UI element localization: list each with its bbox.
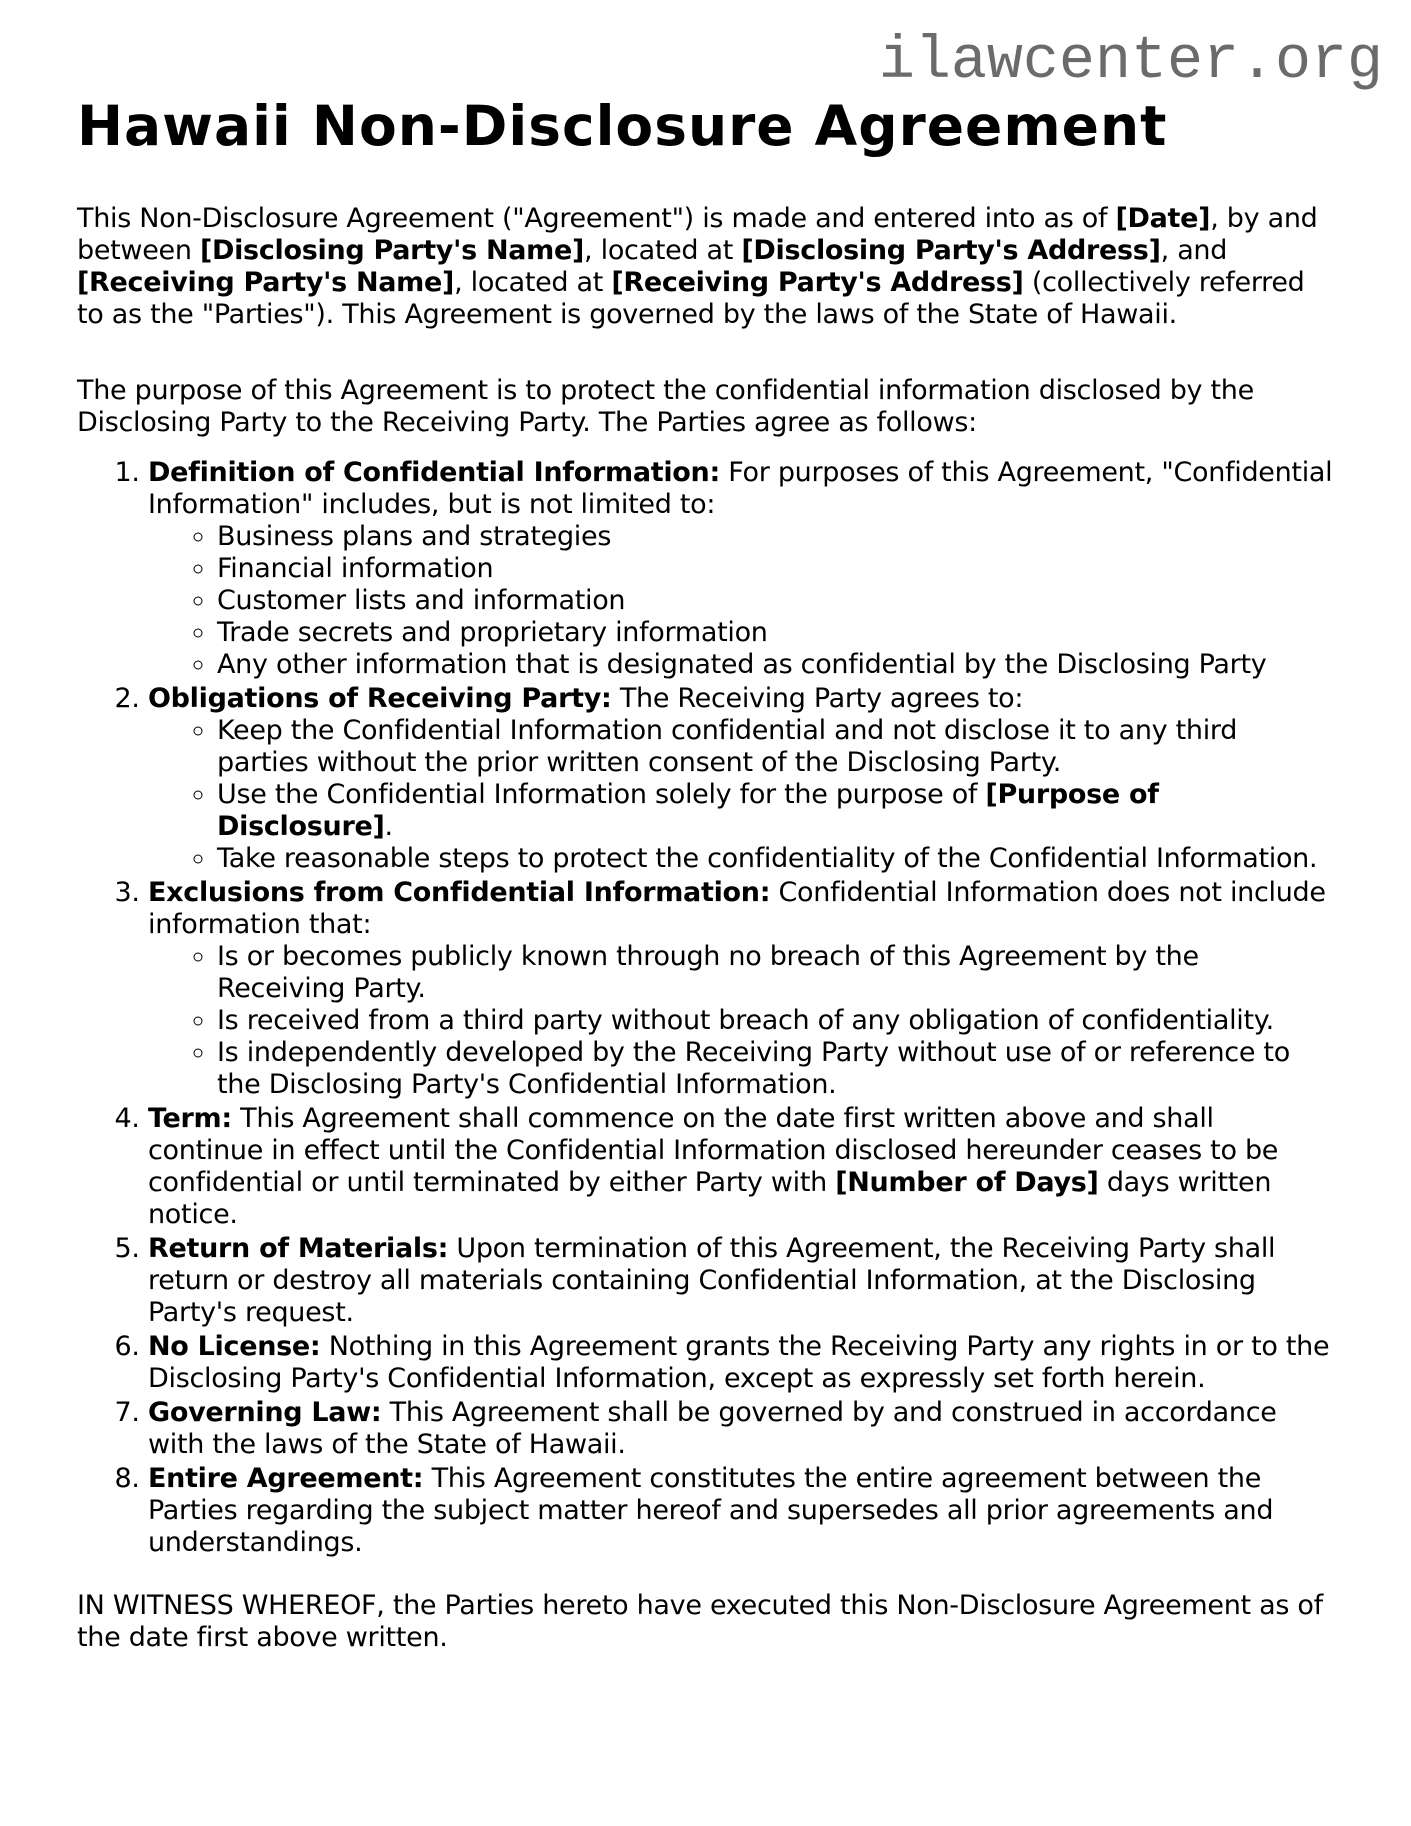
purpose-paragraph: The purpose of this Agreement is to protect the confidential information disclosed by the Disclosing Party to the Receiving Party. The Parties agree as follows:	[77, 375, 1254, 438]
sub-bullet-item: ◦ Financial information	[217, 553, 1335, 585]
clause-item: 6. No License: Nothing in this Agreement grants the Receiving Party any rights in or to the Disclosing Party's Confidential Information, except as expressly set forth herein.	[148, 1331, 1335, 1395]
clause-item: 1. Definition of Confidential Information: For purposes of this Agreement, "Confidential Information" includes, but is not limited to: ◦ Business plans and strategies ◦ Financial information ◦ Customer lists and information ◦ Trade secrets and proprietary information ◦ Any other information that is designated as confidential by the Disclosing Party	[148, 457, 1335, 681]
placeholder-token: [Receiving Party's Address]	[611, 267, 1024, 298]
clause-heading: Return of Materials:	[148, 1233, 449, 1264]
clause-item: 2. Obligations of Receiving Party: The Receiving Party agrees to: ◦ Keep the Confidential Information confidential and not disclose it to any third parties without the prior written consent of the Disclosing Party. ◦ Use the Confidential Information solely for the purpose of [Purpose of Disclosure]. ◦ Take reasonable steps to protect the confidentiality of the Confidential Information.	[148, 683, 1335, 875]
clause-heading: Exclusions from Confidential Information:	[148, 877, 771, 908]
clause-item: 3. Exclusions from Confidential Information: Confidential Information does not include information that: ◦ Is or becomes publicly known through no breach of this Agreement by the Receiving Party. ◦ Is received from a third party without breach of any obligation of confidentiality. ◦ Is independently developed by the Receiving Party without use of or reference to the Disclosing Party's Confidential Information.	[148, 877, 1335, 1101]
clause-sub-list	[148, 715, 1335, 875]
sub-bullet-item: ◦ Use the Confidential Information solely for the purpose of [Purpose of Disclosure].	[217, 779, 1335, 843]
page-title: Hawaii Non-Disclosure Agreement	[77, 94, 1168, 158]
placeholder-token: [Disclosing Party's Address]	[741, 235, 1161, 266]
clause-list	[77, 457, 1335, 1559]
clause-heading: Term:	[148, 1103, 232, 1134]
site-watermark: ilawcenter.org	[878, 28, 1383, 96]
placeholder-token: [Purpose of Disclosure]	[217, 779, 1159, 842]
clause-heading: Definition of Confidential Information:	[148, 457, 720, 488]
witness-paragraph: IN WITNESS WHEREOF, the Parties hereto have executed this Non-Disclosure Agreement as of the date first above written.	[77, 1590, 1323, 1653]
clause-item: 8. Entire Agreement: This Agreement constitutes the entire agreement between the Parties regarding the subject matter hereof and supersedes all prior agreements and understandings.	[148, 1463, 1335, 1559]
clause-heading: Entire Agreement:	[148, 1463, 424, 1494]
clause-item: 7. Governing Law: This Agreement shall be governed by and construed in accordance with the laws of the State of Hawaii.	[148, 1397, 1335, 1461]
placeholder-token: [Receiving Party's Name]	[77, 267, 455, 298]
sub-bullet-item: ◦ Any other information that is designated as confidential by the Disclosing Party	[217, 649, 1335, 681]
sub-bullet-item: ◦ Keep the Confidential Information confidential and not disclose it to any third parties without the prior written consent of the Disclosing Party.	[217, 715, 1335, 779]
clause-sub-list	[148, 941, 1335, 1101]
placeholder-token: [Disclosing Party's Name]	[199, 235, 585, 266]
clause-item: 4. Term: This Agreement shall commence on the date first written above and shall continue in effect until the Confidential Information disclosed hereunder ceases to be confidential or until terminated by either Party with [Number of Days] days written notice.	[148, 1103, 1335, 1231]
placeholder-token: [Date]	[1115, 203, 1211, 234]
sub-bullet-item: ◦ Is independently developed by the Receiving Party without use of or reference to the Disclosing Party's Confidential Information.	[217, 1037, 1335, 1101]
clause-heading: No License:	[148, 1331, 321, 1362]
clause-heading: Obligations of Receiving Party:	[148, 683, 612, 714]
placeholder-token: [Number of Days]	[835, 1167, 1099, 1198]
sub-bullet-item: ◦ Take reasonable steps to protect the confidentiality of the Confidential Information.	[217, 843, 1335, 875]
clause-item: 5. Return of Materials: Upon termination of this Agreement, the Receiving Party shall return or destroy all materials containing Confidential Information, at the Disclosing Party's request.	[148, 1233, 1335, 1329]
sub-bullet-item: ◦ Business plans and strategies	[217, 521, 1335, 553]
sub-bullet-item: ◦ Is received from a third party without breach of any obligation of confidentiality.	[217, 1005, 1335, 1037]
clause-sub-list	[148, 521, 1335, 681]
sub-bullet-item: ◦ Is or becomes publicly known through no breach of this Agreement by the Receiving Party.	[217, 941, 1335, 1005]
intro-paragraph: This Non-Disclosure Agreement ("Agreement") is made and entered into as of [Date], by and between [Disclosing Party's Name], located at [Disclosing Party's Address], and [Receiving Party's Name], located at [Receiving Party's Address] (collectively referred to as the "Parties"). This Agreement is governed by the laws of the State of Hawaii.	[77, 203, 1318, 330]
sub-bullet-item: ◦ Trade secrets and proprietary information	[217, 617, 1335, 649]
clause-heading: Governing Law:	[148, 1397, 382, 1428]
sub-bullet-item: ◦ Customer lists and information	[217, 585, 1335, 617]
